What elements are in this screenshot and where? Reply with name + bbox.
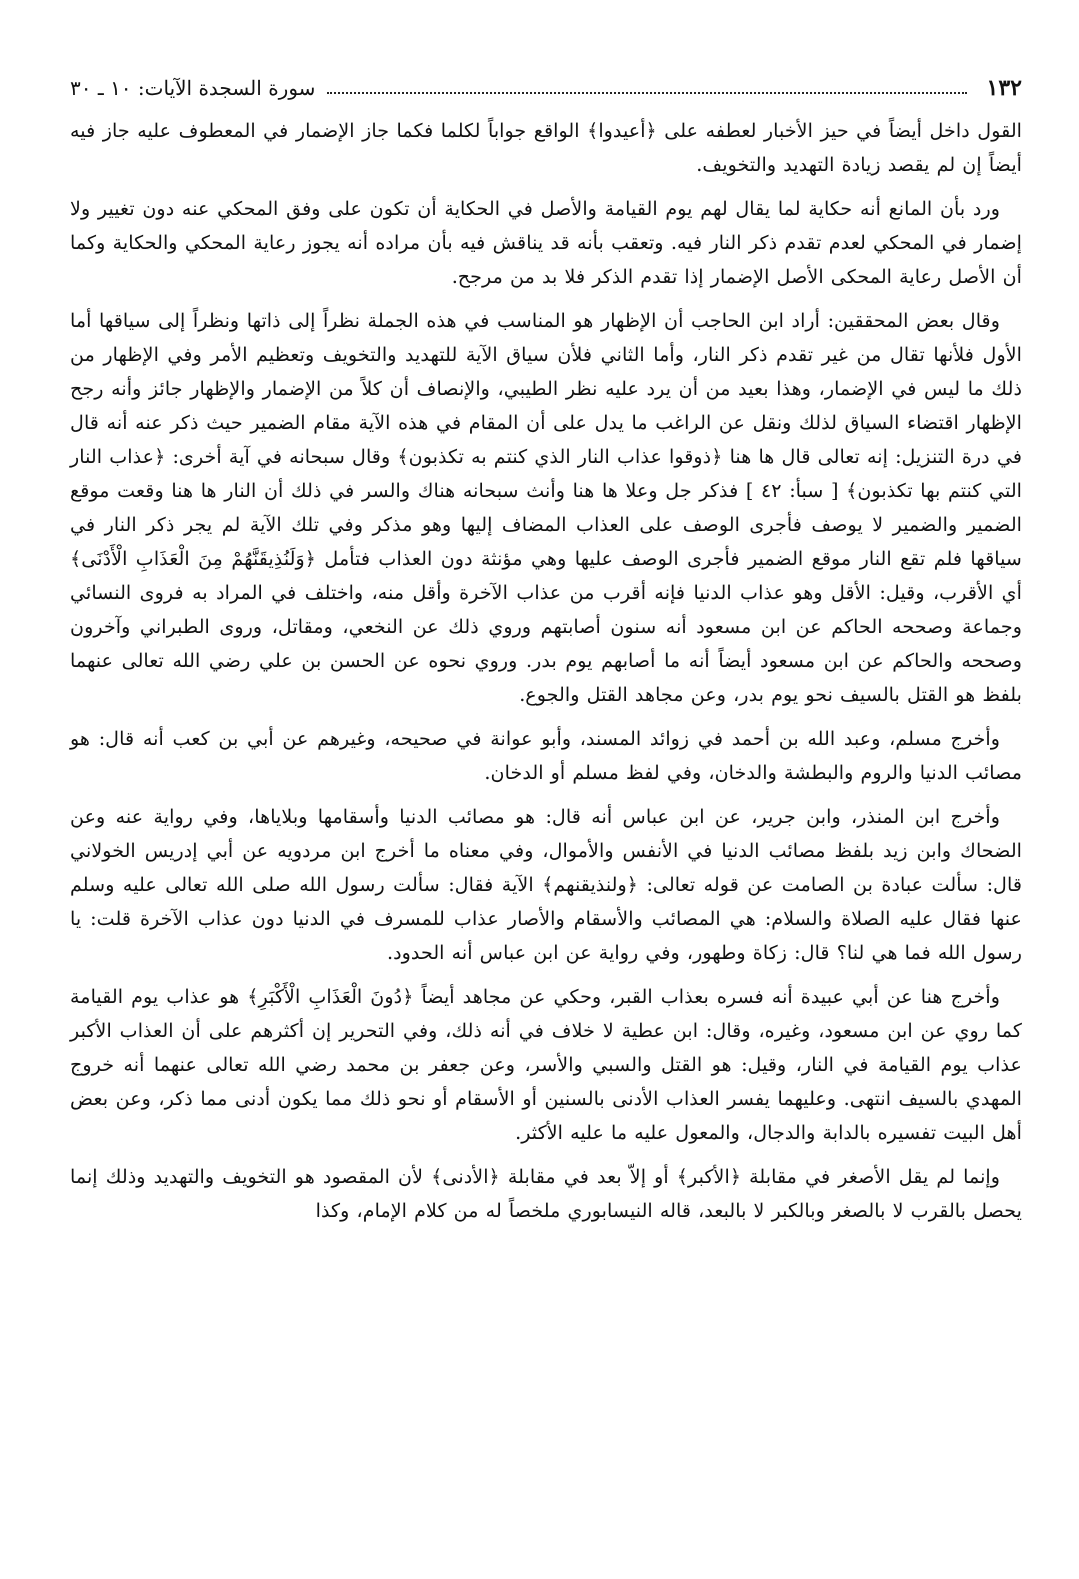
paragraph: وأخرج هنا عن أبي عبيدة أنه فسره بعذاب القبر، وحكي عن مجاهد أيضاً ﴿دُونَ الْعَذَابِ الْأَكْبَرِ﴾ هو عذاب يوم القيامة كما روي عن ابن مسعود، وغيره، وقال: ابن عطية لا خلاف في أنه ذلك، وفي التحرير إن أكثرهم على أن العذاب الأكبر عذاب يوم القيامة في النار، وقيل: هو القتل والسبي والأسر، وعن جعفر بن محمد رضي الله تعالى عنهما أنه خروج المهدي بالسيف انتهى. وعليهما يفسر العذاب الأدنى بالسنين أو الأسقام أو نحو ذلك مما يكون أدنى مما ذكر، وعن بعض أهل البيت تفسيره بالدابة والدجال، والمعول عليه ما عليه الأكثر.: [70, 985, 1022, 1144]
document-page: [70, 68, 1022, 1238]
dotted-leader: [327, 91, 966, 94]
paragraph: القول داخل أيضاً في حيز الأخبار لعطفه على ﴿أعيدوا﴾ الواقع جواباً لكلما فكما جاز الإضمار في المعطوف عليه جاز فيه أيضاً إن لم يقصد زيادة التهديد والتخويف.: [70, 119, 1022, 176]
paragraph: ورد بأن المانع أنه حكاية لما يقال لهم يوم القيامة والأصل في الحكاية أن تكون على وفق المحكي عنه دون تغيير ولا إضمار في المحكي لعدم تقدم ذكر النار فيه. وتعقب بأنه قد يناقش فيه بأن مراده أنه يجوز رعاية المحكي والحكاية وكما أن الأصل رعاية المحكى الأصل الإضمار إذا تقدم الذكر فلا بد من مرجح.: [70, 197, 1022, 288]
running-title: سورة السجدة الآيات: ١٠ ـ ٣٠: [70, 76, 316, 100]
page-number: ١٣٢: [986, 75, 1022, 101]
paragraph: وأخرج ابن المنذر، وابن جرير، عن ابن عباس أنه قال: هو مصائب الدنيا وأسقامها وبلاياها، وفي رواية عنه وعن الضحاك وابن زيد بلفظ مصائب الدنيا في الأنفس والأموال، وفي معناه ما أخرج ابن مردويه عن أبي إدريس الخولاني قال: سألت عبادة بن الصامت عن قوله تعالى: ﴿ولنذيقنهم﴾ الآية فقال: سألت رسول الله صلى الله تعالى عليه وسلم عنها فقال عليه الصلاة والسلام: هي المصائب والأسقام والأصار عذاب للمسرف في الدنيا دون عذاب الآخرة قلت: يا رسول الله فما هي لنا؟ قال: زكاة وطهور، وفي رواية عن ابن عباس أنه الحدود.: [70, 805, 1022, 964]
paragraph: وإنما لم يقل الأصغر في مقابلة ﴿الأكبر﴾ أو إلاّ بعد في مقابلة ﴿الأدنى﴾ لأن المقصود هو التخويف والتهديد وذلك إنما يحصل بالقرب لا بالصغر وبالكبر لا بالبعد، قاله النيسابوري ملخصاً له من كلام الإمام، وكذا: [70, 1165, 1022, 1222]
paragraph: وأخرج مسلم، وعبد الله بن أحمد في زوائد المسند، وأبو عوانة في صحيحه، وغيرهم عن أبي بن كعب أنه قال: هو مصائب الدنيا والروم والبطشة والدخان، وفي لفظ مسلم أو الدخان.: [70, 727, 1022, 784]
paragraph: وقال بعض المحققين: أراد ابن الحاجب أن الإظهار هو المناسب في هذه الجملة نظراً إلى ذاتها ونظراً إلى سياقها أما الأول فلأنها تقال من غير تقدم ذكر النار، وأما الثاني فلأن سياق الآية للتهديد والتخويف وتعظيم الأمر وفي الإظهار من ذلك ما ليس في الإضمار، وهذا بعيد من أن يرد عليه نظر الطيبي، والإنصاف أن كلاً من الإضمار والإظهار جائز وأنه رجح الإظهار اقتضاء السياق لذلك ونقل عن الراغب ما يدل على أن المقام في هذه الآية مقام الضمير حيث ذكر عنه أنه قال في درة التنزيل: إنه تعالى قال ها هنا ﴿ذوقوا عذاب النار الذي كنتم به تكذبون﴾ وقال سبحانه في آية أخرى: ﴿عذاب النار التي كنتم بها تكذبون﴾ [ سبأ: ٤٢ ] فذكر جل وعلا ها هنا وأنث سبحانه هناك والسر في ذلك أن النار ها هنا وقعت موقع الضمير والضمير لا يوصف فأجرى الوصف على العذاب المضاف إليها وهو مذكر وفي تلك الآية لم يجر ذكر النار في سياقها فلم تقع النار موقع الضمير فأجرى الوصف عليها وهي مؤنثة دون العذاب فتأمل ﴿وَلَنُذِيقَنَّهُمْ مِنَ الْعَذَابِ الْأَدْنَى﴾ أي الأقرب، وقيل: الأقل وهو عذاب الدنيا فإنه أقرب من عذاب الآخرة وأقل منه، واختلف في المراد به فروى النسائي وجماعة وصححه الحاكم عن ابن مسعود أنه سنون أصابتهم وروي ذلك عن النخعي، ومقاتل، وروى الطبراني وآخرون وصححه والحاكم عن ابن مسعود أيضاً أنه ما أصابهم يوم بدر. وروي نحوه عن الحسن بن علي رضي الله تعالى عنهما بلفظ هو القتل بالسيف نحو يوم بدر، وعن مجاهد القتل والجوع.: [70, 309, 1022, 706]
page-header: [70, 68, 1022, 108]
